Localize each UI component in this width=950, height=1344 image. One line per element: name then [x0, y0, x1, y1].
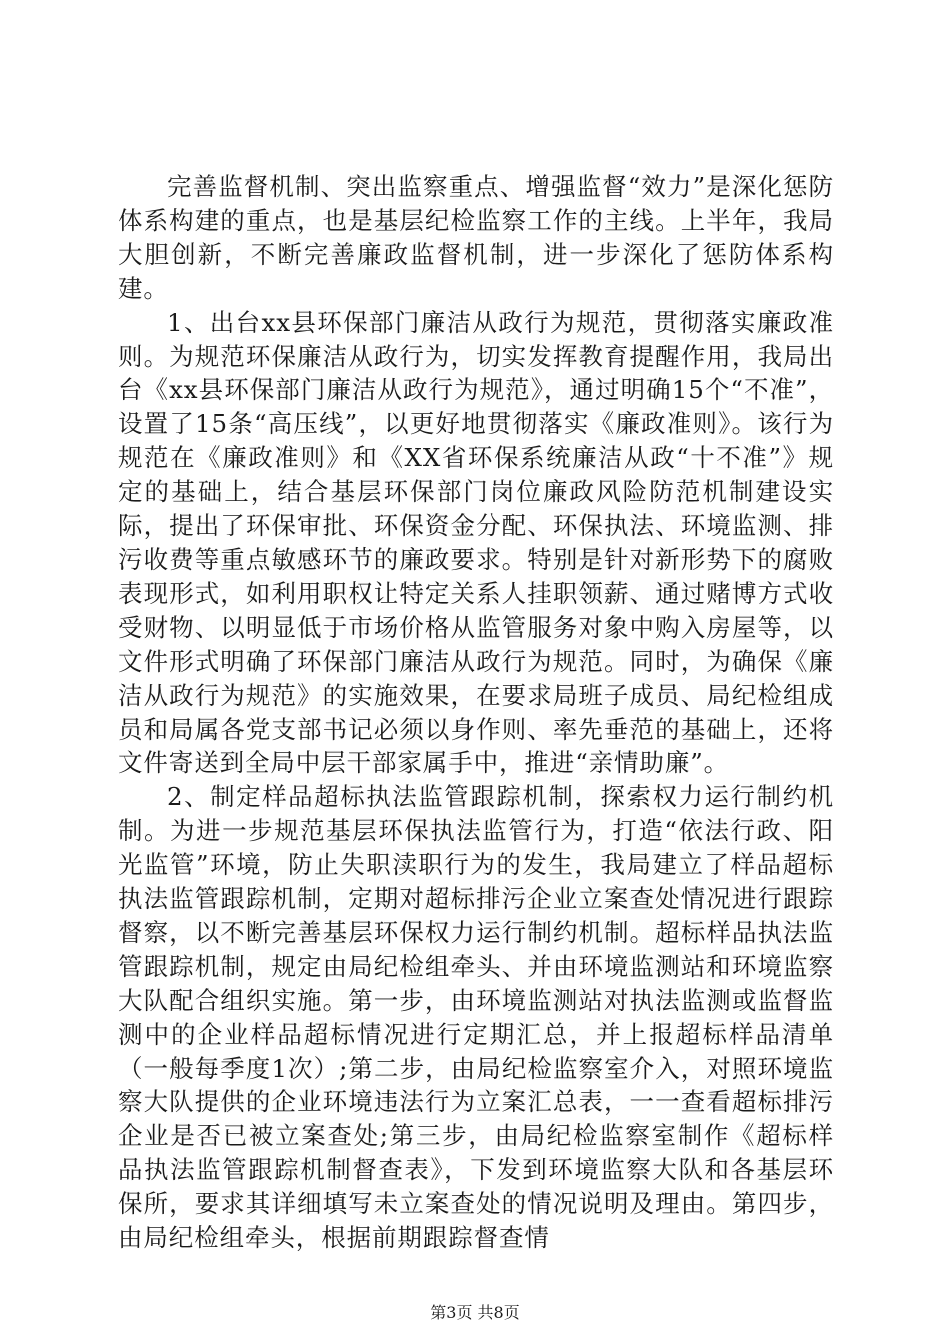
page-number-footer: 第3页 共8页: [430, 1303, 520, 1322]
paragraph-intro: 完善监督机制、突出监察重点、增强监督“效力”是深化惩防体系构建的重点，也是基层纪检监察工作的主线。上半年，我局大胆创新，不断完善廉政监督机制，进一步深化了惩防体系构建。: [118, 172, 834, 303]
paragraph-item-2: 2、制定样品超标执法监管跟踪机制，探索权力运行制约机制。为进一步规范基层环保执法监管行为，打造“依法行政、阳光监管”环境，防止失职渎职行为的发生，我局建立了样品超标执法监管跟踪机制，定期对超标排污企业立案查处情况进行跟踪督察，以不断完善基层环保权力运行制约机制。超标样品执法监管跟踪机制，规定由局纪检组牵头、并由环境监测站和环境监察大队配合组织实施。第一步，由环境监测站对执法监测或监督监测中的企业样品超标情况进行定期汇总，并上报超标样品清单（一般每季度1次）;第二步，由局纪检监察室介入，对照环境监察大队提供的企业环境违法行为立案汇总表，一一查看超标排污企业是否已被立案查处;第三步，由局纪检监察室制作《超标样品执法监管跟踪机制督查表》，下发到环境监察大队和各基层环保所，要求其详细填写未立案查处的情况说明及理由。第四步，由局纪检组牵头，根据前期跟踪督查情: [118, 782, 834, 1253]
paragraph-item-1: 1、出台xx县环保部门廉洁从政行为规范，贯彻落实廉政准则。为规范环保廉洁从政行为，切实发挥教育提醒作用，我局出台《xx县环保部门廉洁从政行为规范》，通过明确15个“不准”，设置了15条“高压线”，以更好地贯彻落实《廉政准则》。该行为规范在《廉政准则》和《XX省环保系统廉洁从政“十不准”》规定的基础上，结合基层环保部门岗位廉政风险防范机制建设实际，提出了环保审批、环保资金分配、环保执法、环境监测、排污收费等重点敏感环节的廉政要求。特别是针对新形势下的腐败表现形式，如利用职权让特定关系人挂职领薪、通过赌博方式收受财物、以明显低于市场价格从监管服务对象中购入房屋等，以文件形式明确了环保部门廉洁从政行为规范。同时，为确保《廉洁从政行为规范》的实施效果，在要求局班子成员、局纪检组成员和局属各党支部书记必须以身作则、率先垂范的基础上，还将文件寄送到全局中层干部家属手中，推进“亲情助廉”。: [118, 307, 834, 778]
document-body: [118, 170, 834, 1255]
